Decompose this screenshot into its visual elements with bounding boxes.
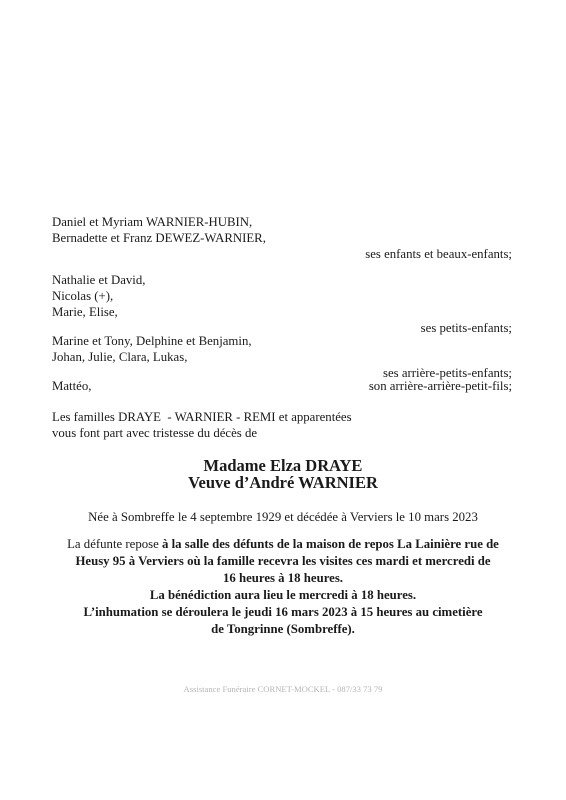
children-section: [52, 214, 512, 262]
deceased-name: Madame Elza DRAYE: [203, 456, 363, 475]
grandchildren-name-1: Nathalie et David,: [52, 273, 146, 287]
birth-death-line: Née à Sombreffe le 4 septembre 1929 et décédée à Verviers le 10 mars 2023: [88, 510, 478, 524]
great-great-grandchild-relation: son arrière-arrière-petit-fils;: [368, 379, 512, 393]
great-great-grandchild-section: [52, 378, 512, 394]
deceased-widow-of: Veuve d’André WARNIER: [188, 473, 378, 492]
arrangements-line-6: de Tongrinne (Sombreffe).: [211, 622, 355, 636]
grandchildren-section: [52, 272, 512, 336]
arrangements-line-5: L’inhumation se déroulera le jeudi 16 mars 2023 à 15 heures au cimetière: [83, 605, 483, 619]
grandchildren-name-3: Marie, Elise,: [52, 305, 118, 319]
families-line-1: Les familles DRAYE - WARNIER - REMI et apparentées: [52, 410, 352, 424]
great-grandchildren-relation: ses arrière-petits-enfants;: [383, 366, 512, 380]
arrangements-line-2: Heusy 95 à Verviers où la famille recevra les visites ces mardi et mercredi de: [75, 554, 491, 568]
great-grandchildren-name-2: Johan, Julie, Clara, Lukas,: [52, 350, 188, 364]
grandchildren-relation: ses petits-enfants;: [420, 321, 512, 335]
families-line-2: vous font part avec tristesse du décès de: [52, 426, 258, 440]
children-name-1: Daniel et Myriam WARNIER-HUBIN,: [52, 215, 253, 229]
arrangements-section: [40, 536, 526, 638]
great-great-grandchild-name: Mattéo,: [52, 379, 92, 393]
families-section: [52, 409, 512, 441]
children-name-2: Bernadette et Franz DEWEZ-WARNIER,: [52, 231, 266, 245]
arrangements-line-1-bold: à la salle des défunts de la maison de repos La Lainière rue de: [161, 537, 499, 551]
children-relation: ses enfants et beaux-enfants;: [365, 247, 512, 261]
grandchildren-name-2: Nicolas (+),: [52, 289, 114, 303]
arrangements-line-1: [40, 536, 526, 553]
great-grandchildren-section: [52, 333, 512, 381]
footer-funeral-home: Assistance Funéraire CORNET-MOCKEL - 087/33 73 79: [183, 684, 383, 694]
great-great-grandchild-row: [52, 378, 512, 394]
arrangements-intro: La défunte repose: [67, 537, 162, 551]
great-grandchildren-name-1: Marine et Tony, Delphine et Benjamin,: [52, 334, 252, 348]
arrangements-line-4: La bénédiction aura lieu le mercredi à 18 heures.: [149, 588, 417, 602]
arrangements-line-3: 16 heures à 18 heures.: [222, 571, 344, 585]
